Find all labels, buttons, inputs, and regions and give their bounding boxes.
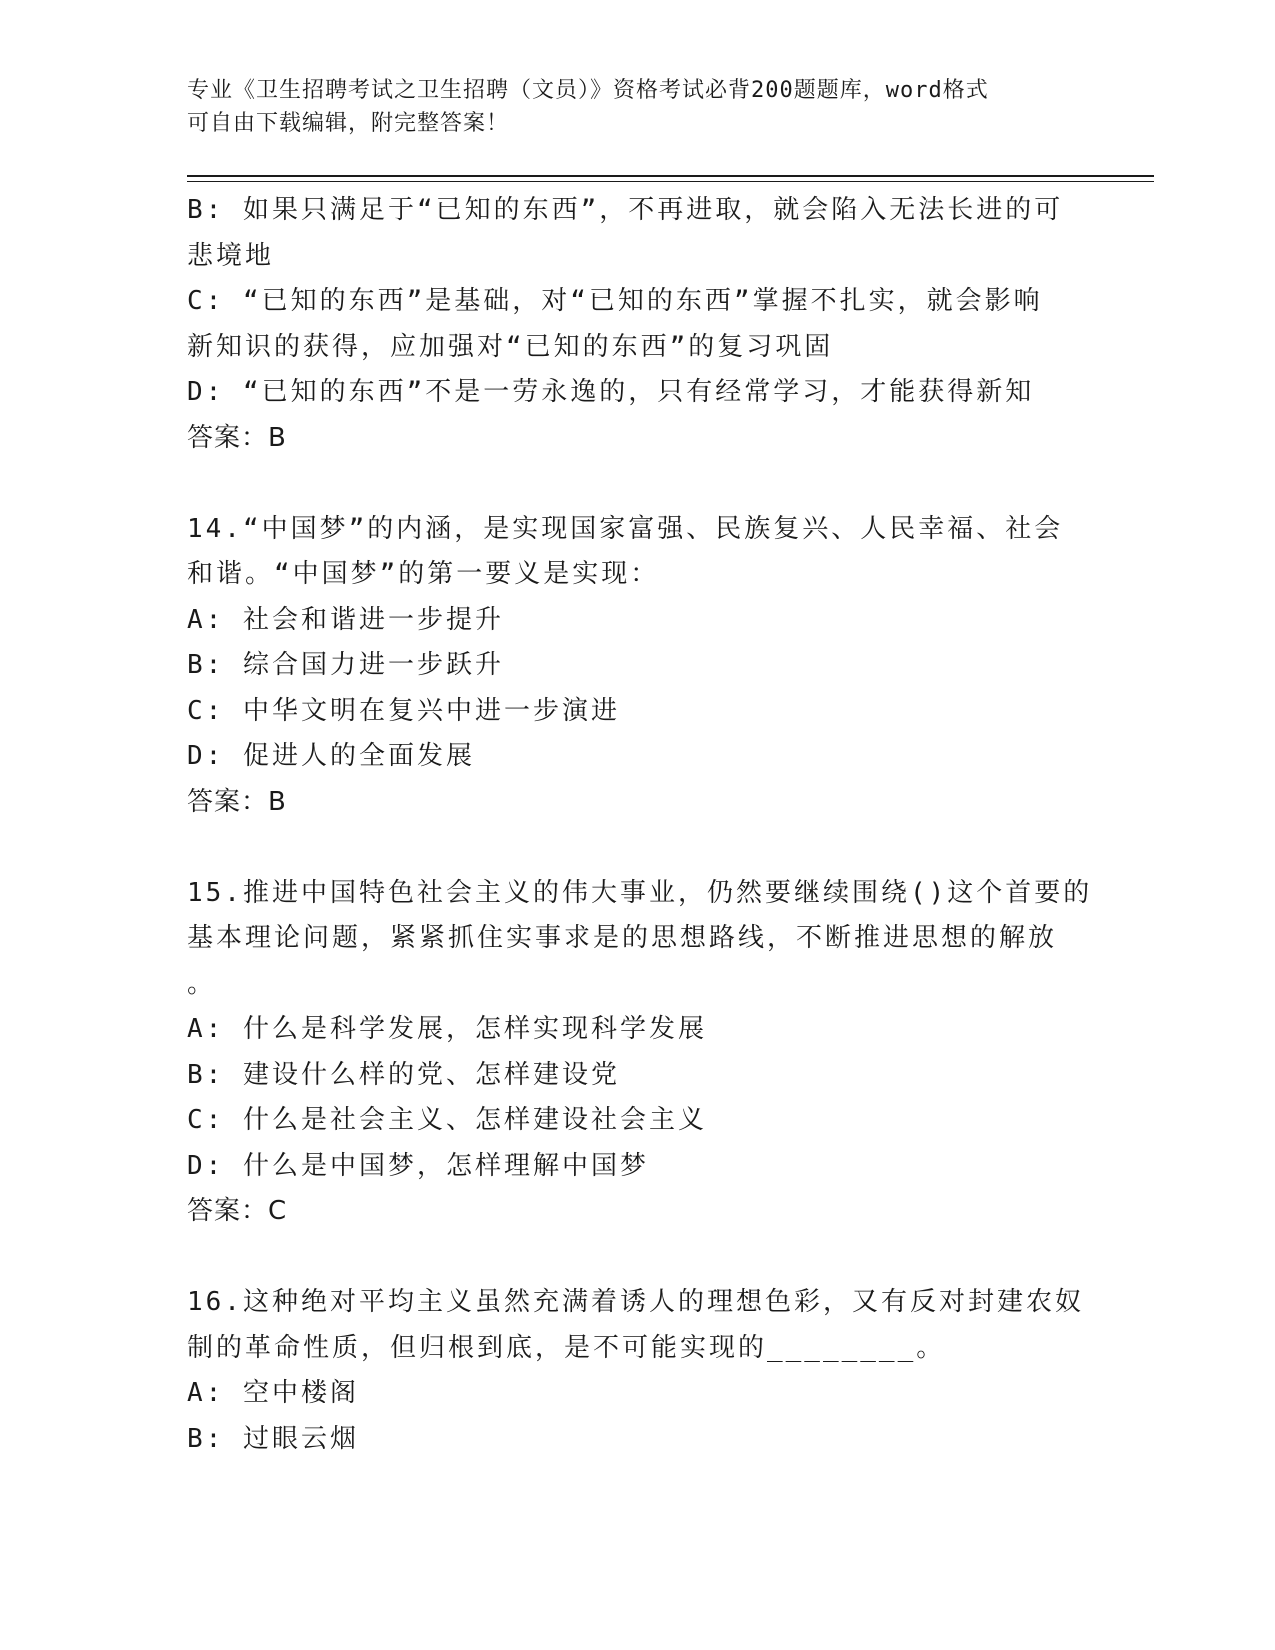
header-divider-thick xyxy=(187,175,1154,177)
question-spacer xyxy=(187,1235,1087,1281)
option-c: C: 中华文明在复兴中进一步演进 xyxy=(187,695,620,726)
option-b-line-2: 悲境地 xyxy=(187,240,275,271)
option-d: D: 促进人的全面发展 xyxy=(187,741,475,771)
question-15 xyxy=(187,871,1093,1235)
question-stem-line-2: 基本理论问题，紧紧抓住实事求是的思想路线，不断推进思想的解放 xyxy=(187,923,1058,953)
answer-line: 答案：B xyxy=(187,422,287,453)
question-stem-line-2: 和谐。“中国梦”的第一要义是实现： xyxy=(187,559,660,589)
question-stem-line-3: 。 xyxy=(187,968,217,999)
option-d: D: 什么是中国梦，怎样理解中国梦 xyxy=(187,1150,649,1181)
question-14 xyxy=(187,507,1087,826)
answer-line: 答案：B xyxy=(187,786,287,817)
option-b: B: 综合国力进一步跃升 xyxy=(187,650,504,680)
document-header xyxy=(187,74,1067,140)
question-16 xyxy=(187,1280,1087,1462)
header-title-line-1: 专业《卫生招聘考试之卫生招聘（文员）》资格考试必背200题题库，word格式 xyxy=(187,78,989,103)
question-spacer xyxy=(187,461,1087,507)
option-a: A: 什么是科学发展，怎样实现科学发展 xyxy=(187,1014,707,1044)
question-stem-line-1: 16.这种绝对平均主义虽然充满着诱人的理想色彩，又有反对封建农奴 xyxy=(187,1287,1084,1317)
option-d-line-1: D: “已知的东西”不是一劳永逸的，只有经常学习，才能获得新知 xyxy=(187,377,1035,407)
question-stem-line-2: 制的革命性质，但归根到底，是不可能实现的________。 xyxy=(187,1332,946,1363)
option-b: B: 过眼云烟 xyxy=(187,1423,359,1454)
option-b-line-1: B: 如果只满足于“已知的东西”，不再进取，就会陷入无法长进的可 xyxy=(187,195,1064,225)
question-stem-line-1: 14.“中国梦”的内涵，是实现国家富强、民族复兴、人民幸福、社会 xyxy=(187,513,1064,544)
question-spacer xyxy=(187,825,1087,871)
header-title-line-2: 可自由下载编辑，附完整答案！ xyxy=(187,111,510,136)
option-b: B: 建设什么样的党、怎样建设党 xyxy=(187,1059,620,1090)
question-13-tail xyxy=(187,188,1087,461)
option-c-line-1: C: “已知的东西”是基础，对“已知的东西”掌握不扎实，就会影响 xyxy=(187,286,1043,316)
option-a: A: 空中楼阁 xyxy=(187,1378,359,1408)
option-a: A: 社会和谐进一步提升 xyxy=(187,604,504,635)
option-c: C: 什么是社会主义、怎样建设社会主义 xyxy=(187,1105,707,1135)
answer-line: 答案：C xyxy=(187,1196,288,1226)
option-c-line-2: 新知识的获得，应加强对“已知的东西”的复习巩固 xyxy=(187,331,834,362)
question-stem-line-1: 15.推进中国特色社会主义的伟大事业，仍然要继续围绕()这个首要的 xyxy=(187,877,1093,908)
header-divider-thin xyxy=(187,181,1154,182)
question-list xyxy=(187,188,1093,1462)
